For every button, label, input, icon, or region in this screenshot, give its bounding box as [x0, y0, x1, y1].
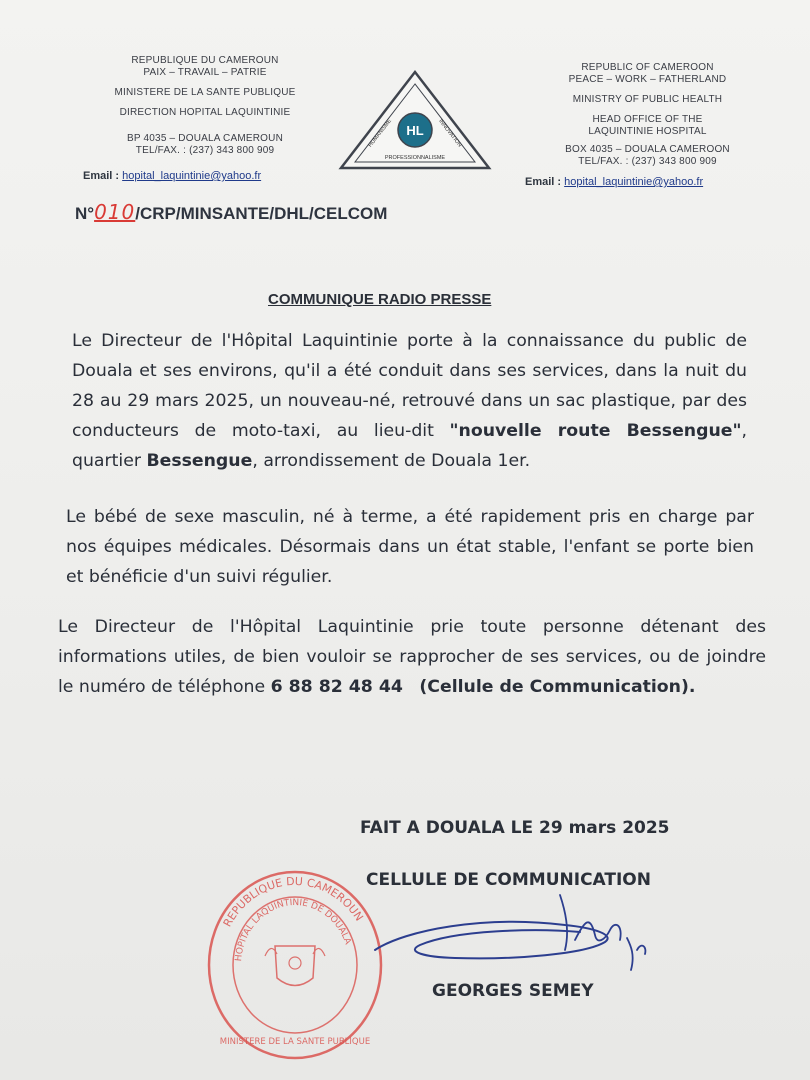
coat-of-arms-icon [265, 946, 325, 986]
header-left [80, 55, 330, 157]
header-right-office: HEAD OFFICE OF THE [592, 114, 703, 125]
header-left-email-label: Email : [83, 170, 120, 182]
header-right-address: BOX 4035 – DOUALA CAMEROON [565, 144, 730, 155]
p3-contact-unit: (Cellule de Communication) [419, 677, 689, 697]
header-left-ministry: MINISTERE DE LA SANTE PUBLIQUE [114, 87, 296, 98]
header-left-email-link[interactable]: hopital_laquintinie@yahoo.fr [122, 170, 262, 182]
header-right-email-label: Email : [525, 176, 562, 188]
p3-phone-number[interactable]: 6 88 82 48 44 [270, 677, 403, 697]
reference-number [75, 200, 387, 224]
header-left-email-line [83, 170, 261, 182]
p1-text-2: , quartier [72, 421, 747, 471]
stamp-bottom-text: MINISTERE DE LA SANTE PUBLIQUE [219, 1037, 371, 1047]
official-stamp [205, 868, 385, 1063]
hospital-logo [335, 68, 495, 173]
header-right-phone: TEL/FAX. : (237) 343 800 909 [578, 156, 717, 167]
logo-right-word: INNOVATION [437, 118, 463, 149]
header-left-phone: TEL/FAX. : (237) 343 800 909 [135, 145, 275, 156]
p3-text-1: Le Directeur de l'Hôpital Laquintinie prie toute personne détenant des informations utiles, de bien vouloir se rapprocher de ses services, ou de joindre le numéro de téléphone [58, 617, 766, 697]
header-right-email-link[interactable]: hopital_laquintinie@yahoo.fr [564, 176, 704, 188]
p1-text-1: Le Directeur de l'Hôpital Laquintinie porte à la connaissance du public de Douala et ses environs, qu'il a été conduit dans ses services, dans la nuit du 28 au 29 mars 2025, un nouveau-né, retrouvé dans un sac plastique, par des conducteurs de moto-taxi, au lieu-dit [72, 331, 747, 441]
signatory-name: GEORGES SEMEY [432, 981, 594, 1001]
p1-text-3: , arrondissement de Douala 1er. [252, 451, 531, 471]
reference-suffix: /CRP/MINSANTE/DHL/CELCOM [135, 204, 388, 223]
logo-bottom-word: PROFESSIONNALISME [384, 155, 446, 161]
paragraph-appeal [58, 612, 766, 702]
reference-prefix: N° [75, 204, 95, 223]
stamp-inner-text: HOPITAL LAQUINTINIE DE DOUALA [234, 897, 353, 962]
p3-end: . [688, 677, 696, 697]
place-date: FAIT A DOUALA LE 29 mars 2025 [360, 818, 670, 838]
header-left-address: BP 4035 – DOUALA CAMEROUN [127, 133, 283, 144]
header-right-email-line [525, 176, 703, 188]
header-left-direction: DIRECTION HOPITAL LAQUINTINIE [119, 107, 291, 118]
paragraph-announcement [72, 326, 747, 476]
header-left-country: REPUBLIQUE DU CAMEROUN [131, 55, 279, 66]
header-right-hospital: LAQUINTINIE HOSPITAL [588, 126, 707, 137]
document-title: COMMUNIQUE RADIO PRESSE [268, 291, 492, 308]
header-right-ministry: MINISTRY OF PUBLIC HEALTH [572, 94, 723, 105]
logo-left-word: HUMANISME [367, 118, 393, 149]
reference-handwritten-number: 010 [94, 200, 136, 224]
p1-quarter: Bessengue [146, 451, 253, 471]
header-left-motto: PAIX – TRAVAIL – PATRIE [143, 67, 267, 78]
logo-emblem: HL [406, 123, 424, 138]
signatory-unit: CELLULE DE COMMUNICATION [366, 870, 651, 890]
paragraph-baby-status: Le bébé de sexe masculin, né à terme, a été rapidement pris en charge par nos équipes médicales. Désormais dans un état stable, l'enfant se porte bien et bénéficie d'un suivi régulier. [66, 507, 754, 587]
header-right-motto: PEACE – WORK – FATHERLAND [568, 74, 727, 85]
p1-location: "nouvelle route Bessengue" [449, 421, 742, 441]
header-right [525, 62, 770, 168]
header-right-country: REPUBLIC OF CAMEROON [581, 62, 714, 73]
stamp-outer-text: REPUBLIQUE DU CAMEROUN [220, 874, 366, 930]
handwritten-signature [365, 880, 655, 990]
